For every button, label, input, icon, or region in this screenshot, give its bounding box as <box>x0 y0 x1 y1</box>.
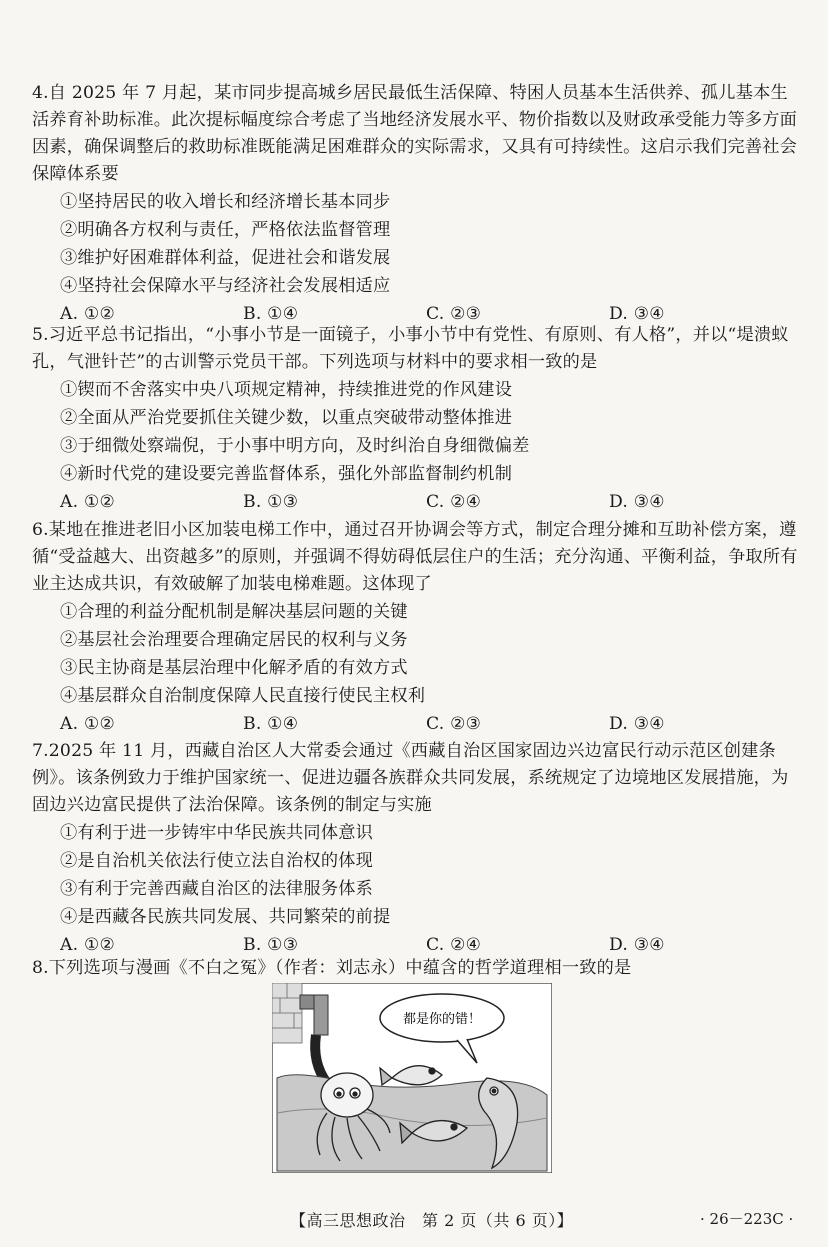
option-a: A. ①② <box>60 304 116 324</box>
statement-3: ③于细微处察端倪，于小事中明方向，及时纠治自身细微偏差 <box>60 436 530 456</box>
option-d: D. ③④ <box>609 304 665 324</box>
statement-1: ①合理的利益分配机制是解决基层问题的关键 <box>60 602 408 622</box>
statement-1: ①有利于进一步铸牢中华民族共同体意识 <box>60 823 373 843</box>
option-c: C. ②④ <box>426 935 482 955</box>
question-stem: 5.习近平总书记指出，“小事小节是一面镜子，小事小节中有党性、有原则、有人格”，并以“堤溃蚁孔，气泄针芒”的古训警示党员干部。下列选项与材料中的要求相一致的是 <box>32 325 789 372</box>
question-8 <box>32 955 802 982</box>
question-stem: 7.2025 年 11 月，西藏自治区人大常委会通过《西藏自治区国家固边兴边富民行动示范区创建条例》。该条例致力于维护国家统一、促进边疆各族群众共同发展，系统规定了边境地区发展措施，为固边兴边富民提供了法治保障。该条例的制定与实施 <box>32 741 789 815</box>
option-a: A. ①② <box>60 714 116 734</box>
brick-wall <box>272 983 302 1043</box>
option-b: B. ①③ <box>243 492 299 512</box>
question-stem: 4.自 2025 年 7 月起，某市同步提高城乡居民最低生活保障、特困人员基本生活供养、孤儿基本生活养育补助标准。此次提标幅度综合考虑了当地经济发展水平、物价指数以及财政承受能力等多方面因素，确保调整后的救助标准既能满足困难群众的实际需求，又具有可持续性。这启示我们完善社会保障体系要 <box>32 83 798 184</box>
option-d: D. ③④ <box>609 492 665 512</box>
answer-options <box>32 710 802 738</box>
option-d: D. ③④ <box>609 714 665 734</box>
option-c: C. ②③ <box>426 304 482 324</box>
option-b: B. ①③ <box>243 935 299 955</box>
statement-2: ②全面从严治党要抓住关键少数，以重点突破带动整体推进 <box>60 408 513 428</box>
statement-4: ④新时代党的建设要完善监督体系，强化外部监督制约机制 <box>60 464 513 484</box>
statement-3: ③有利于完善西藏自治区的法律服务体系 <box>60 879 373 899</box>
question-stem: 6.某地在推进老旧小区加装电梯工作中，通过召开协调会等方式，制定合理分摊和互助补偿方案，遵循“受益越大、出资越多”的原则，并强调不得妨碍低层住户的生活；充分沟通、平衡利益，争取所有业主达成共识，有效破解了加装电梯难题。这体现了 <box>32 520 798 594</box>
statement-4: ④是西藏各民族共同发展、共同繁荣的前提 <box>60 907 391 927</box>
statement-3: ③民主协商是基层治理中化解矛盾的有效方式 <box>60 658 408 678</box>
statement-2: ②基层社会治理要合理确定居民的权利与义务 <box>60 630 408 650</box>
question-7 <box>32 738 802 959</box>
cartoon-illustration <box>272 983 552 1173</box>
option-a: A. ①② <box>60 492 116 512</box>
option-b: B. ①④ <box>243 714 299 734</box>
option-c: C. ②④ <box>426 492 482 512</box>
exam-code: · 26－223C · <box>700 1210 794 1228</box>
question-4 <box>32 80 802 328</box>
page-footer: 【高三思想政治 第 2 页（共 6 页）】 <box>290 1211 574 1230</box>
statement-2: ②明确各方权利与责任，严格依法监督管理 <box>60 220 391 240</box>
option-b: B. ①④ <box>243 304 299 324</box>
question-stem: 8.下列选项与漫画《不白之冤》（作者：刘志永）中蕴含的哲学道理相一致的是 <box>32 958 632 978</box>
statement-3: ③维护好困难群体利益，促进社会和谐发展 <box>60 248 391 268</box>
bubble-text: 都是你的错！ <box>402 1012 482 1027</box>
statement-2: ②是自治机关依法行使立法自治权的体现 <box>60 851 373 871</box>
statement-1: ①坚持居民的收入增长和经济增长基本同步 <box>60 192 391 212</box>
option-a: A. ①② <box>60 935 116 955</box>
statement-4: ④坚持社会保障水平与经济社会发展相适应 <box>60 276 391 296</box>
statement-1: ①锲而不舍落实中央八项规定精神，持续推进党的作风建设 <box>60 380 513 400</box>
question-5 <box>32 322 802 516</box>
option-c: C. ②③ <box>426 714 482 734</box>
answer-options <box>32 488 802 516</box>
option-d: D. ③④ <box>609 935 665 955</box>
question-6 <box>32 517 802 738</box>
statement-4: ④基层群众自治制度保障人民直接行使民主权利 <box>60 686 426 706</box>
